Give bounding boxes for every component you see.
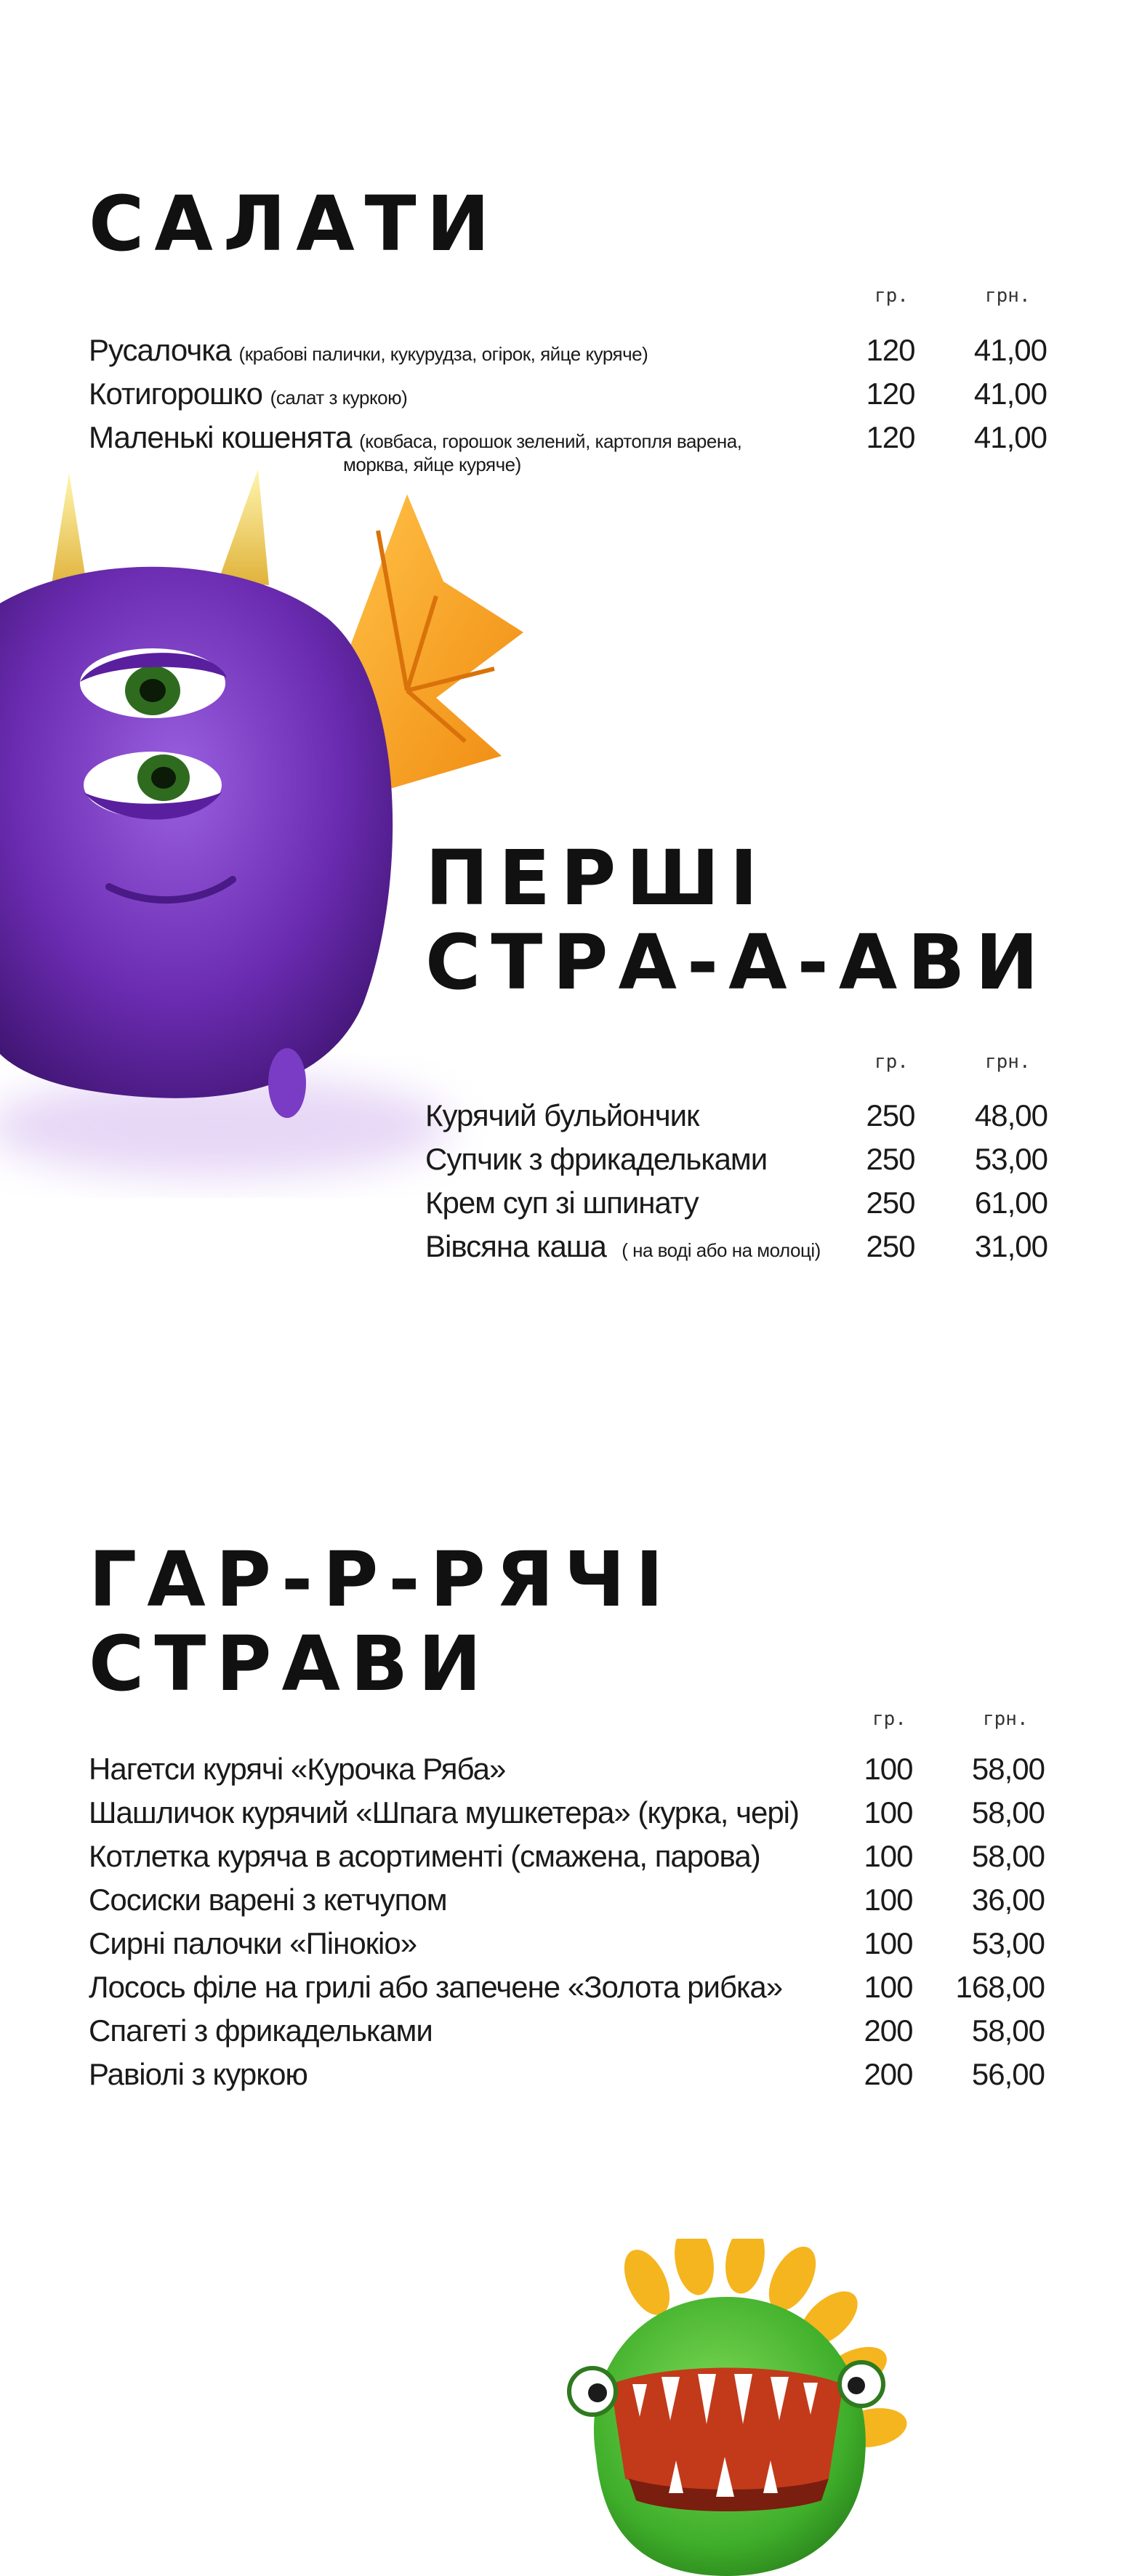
item-price: 58,00 bbox=[971, 2013, 1045, 2048]
item-weight: 200 bbox=[864, 2057, 913, 2091]
menu-item bbox=[425, 1094, 1065, 1138]
title-line: СТРА-А-АВИ bbox=[425, 918, 1049, 1007]
item-name: Шашличок курячий «Шпага мушкетера» (курка, черi) bbox=[89, 1795, 800, 1830]
weight-column-header: гр. bbox=[874, 285, 909, 307]
item-name: Котигорошко bbox=[89, 377, 262, 411]
item-name: Сосиски варені з кетчупом bbox=[89, 1883, 447, 1917]
menu-item bbox=[89, 2009, 1063, 2053]
menu-item bbox=[89, 372, 1063, 416]
item-price: 168,00 bbox=[955, 1970, 1045, 2004]
menu-item bbox=[425, 1138, 1065, 1181]
first-courses-list bbox=[425, 1094, 1065, 1268]
item-name: Вівсяна каша bbox=[425, 1229, 606, 1263]
price-column-header: грн. bbox=[985, 1051, 1031, 1073]
title-line: ГАР-Р-РЯЧІ bbox=[89, 1535, 674, 1624]
item-note: ( на воді або на молоці) bbox=[622, 1239, 821, 1261]
item-weight: 100 bbox=[864, 1883, 913, 1917]
item-weight: 250 bbox=[866, 1142, 915, 1176]
item-price: 48,00 bbox=[974, 1098, 1047, 1132]
green-monster-illustration bbox=[567, 2239, 945, 2576]
item-name: Маленькі кошенята bbox=[89, 420, 352, 454]
item-price: 53,00 bbox=[974, 1142, 1047, 1176]
menu-item bbox=[89, 1965, 1063, 2009]
salads-list bbox=[89, 329, 1063, 475]
item-price: 56,00 bbox=[971, 2057, 1045, 2091]
item-price: 31,00 bbox=[974, 1229, 1047, 1263]
item-weight: 100 bbox=[864, 1839, 913, 1873]
item-name: Котлетка куряча в асортименті (смажена, парова) bbox=[89, 1839, 760, 1873]
item-weight: 100 bbox=[864, 1970, 913, 2004]
item-price: 61,00 bbox=[974, 1186, 1047, 1220]
title-line: СТРАВИ bbox=[89, 1619, 492, 1709]
item-weight: 250 bbox=[866, 1229, 915, 1263]
item-weight: 120 bbox=[866, 420, 915, 454]
title-line: САЛАТИ bbox=[89, 180, 500, 268]
item-name: Сирні палочки «Пінокіо» bbox=[89, 1926, 417, 1960]
item-price: 58,00 bbox=[971, 1752, 1045, 1786]
menu-item bbox=[89, 1878, 1063, 1922]
item-name: Супчик з фрикадельками bbox=[425, 1142, 768, 1176]
menu-item bbox=[425, 1225, 1065, 1268]
item-name: Крем суп зі шпинату bbox=[425, 1186, 699, 1220]
price-column-header: грн. bbox=[985, 285, 1031, 307]
menu-item bbox=[89, 1747, 1063, 1791]
section-title-salads bbox=[89, 182, 500, 266]
menu-item bbox=[89, 1791, 1063, 1835]
item-name: Русалочка bbox=[89, 333, 231, 367]
item-weight: 250 bbox=[866, 1098, 915, 1132]
item-name: Лосось філе на грилі або запечене «Золота рибка» bbox=[89, 1970, 783, 2004]
hot-dishes-list bbox=[89, 1747, 1063, 2096]
item-weight: 120 bbox=[866, 377, 915, 411]
title-line: ПЕРШІ bbox=[425, 834, 768, 922]
menu-item bbox=[425, 1181, 1065, 1225]
menu-item bbox=[89, 2053, 1063, 2096]
item-price: 58,00 bbox=[971, 1839, 1045, 1873]
item-price: 53,00 bbox=[971, 1926, 1045, 1960]
item-price: 58,00 bbox=[971, 1795, 1045, 1830]
weight-column-header: гр. bbox=[874, 1051, 909, 1073]
item-price: 41,00 bbox=[973, 377, 1047, 411]
item-name: Нагетси курячі «Курочка Ряба» bbox=[89, 1752, 506, 1786]
item-note: (ковбаса, горошок зелений, картопля варена, bbox=[359, 430, 742, 452]
menu-item bbox=[89, 416, 1063, 475]
menu-item bbox=[89, 1835, 1063, 1878]
item-name: Равіолі з куркою bbox=[89, 2057, 307, 2091]
price-column-header: грн. bbox=[983, 1708, 1029, 1730]
item-note: (крабові палички, кукурудза, огірок, яйце куряче) bbox=[238, 343, 648, 365]
item-weight: 100 bbox=[864, 1926, 913, 1960]
item-price: 41,00 bbox=[973, 333, 1047, 367]
menu-item bbox=[89, 1922, 1063, 1965]
weight-column-header: гр. bbox=[872, 1708, 906, 1730]
menu-item bbox=[89, 329, 1063, 372]
item-note-line2: морква, яйце куряче) bbox=[343, 454, 521, 475]
item-weight: 120 bbox=[866, 333, 915, 367]
item-note: (салат з куркою) bbox=[270, 387, 408, 408]
item-name: Курячий бульйончик bbox=[425, 1098, 699, 1132]
section-title-hot-dishes bbox=[89, 1537, 674, 1707]
item-price: 41,00 bbox=[973, 420, 1047, 454]
item-weight: 100 bbox=[864, 1795, 913, 1830]
section-title-first-courses bbox=[425, 836, 1049, 1005]
item-weight: 250 bbox=[866, 1186, 915, 1220]
item-weight: 200 bbox=[864, 2013, 913, 2048]
item-price: 36,00 bbox=[971, 1883, 1045, 1917]
item-weight: 100 bbox=[864, 1752, 913, 1786]
item-name: Спагеті з фрикадельками bbox=[89, 2013, 433, 2048]
